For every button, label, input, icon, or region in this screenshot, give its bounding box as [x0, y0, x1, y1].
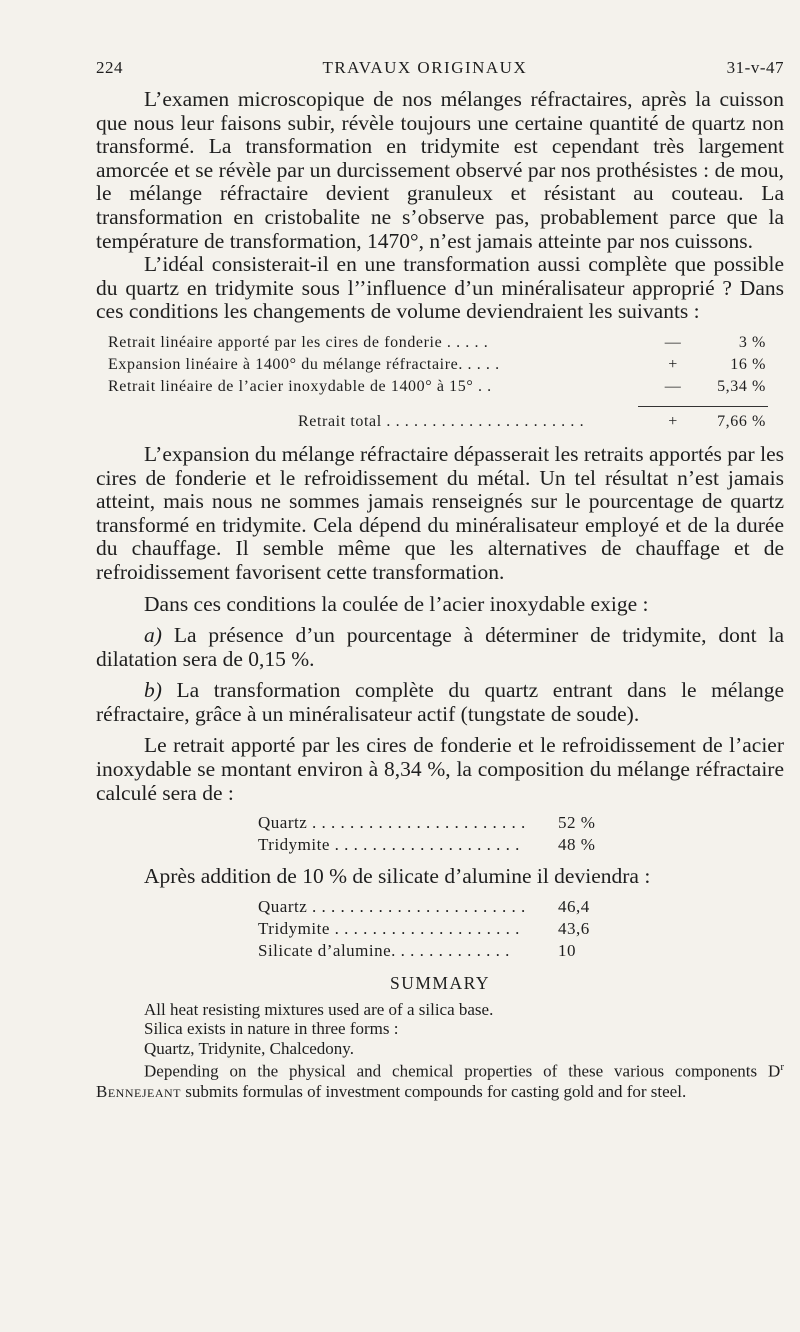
volume-row-label: Retrait linéaire de l’acier inoxydable de 1400° à 15° . .: [108, 377, 492, 395]
volume-changes-table: [108, 334, 766, 435]
sum-rule: [638, 406, 768, 407]
author-name: Bennejeant: [96, 1081, 181, 1101]
volume-row-sign: +: [668, 355, 678, 373]
volume-row-sign: —: [664, 377, 682, 395]
volume-total-value: 7,66 %: [717, 412, 766, 430]
item-label-a: a): [144, 623, 162, 648]
running-header: [96, 58, 784, 78]
composition-table-2: [258, 897, 618, 963]
summary-line-2: Silica exists in nature in three forms :: [144, 1019, 399, 1039]
volume-row: [108, 334, 766, 356]
composition-row: [258, 941, 618, 963]
composition-value: 48 %: [558, 835, 596, 855]
page: [96, 58, 784, 1101]
volume-total-sign: +: [668, 412, 678, 430]
composition-label: Tridymite . . . . . . . . . . . . . . . . . . . .: [258, 835, 520, 855]
composition-row: [258, 897, 618, 919]
volume-row-label: Retrait linéaire apporté par les cires de fonderie . . . . .: [108, 333, 489, 351]
header-date: 31-v-47: [726, 58, 784, 77]
item-text-b: La transformation complète du quartz entrant dans le mélange réfractaire, grâce à un minéralisateur actif (tungstate de soude).: [96, 678, 785, 726]
volume-row-value: 16 %: [730, 355, 766, 373]
composition-value: 52 %: [558, 813, 596, 833]
volume-row-value: 3 %: [738, 333, 766, 351]
doctor-abbrev-sup: r: [780, 1061, 784, 1074]
item-text-a: La présence d’un pourcentage à déterminer de tridymite, dont la dilatation sera de 0,15 %.: [96, 623, 784, 671]
summary-section: [96, 973, 784, 1101]
volume-row-label: Expansion linéaire à 1400° du mélange réfractaire. . . . .: [108, 355, 500, 373]
paragraph-7: Le retrait apporté par les cires de fonderie et le refroidissement de l’acier inoxydable se montant environ à 8,34 %, la composition du mélange réfractaire calculé sera de :: [96, 733, 784, 805]
composition-table-1: [258, 813, 618, 857]
composition-label: Quartz . . . . . . . . . . . . . . . . . . . . . . .: [258, 813, 526, 833]
paragraph-4: Dans ces conditions la coulée de l’acier inoxydable exige :: [144, 591, 649, 616]
paragraph-8: Après addition de 10 % de silicate d’alumine il deviendra :: [144, 864, 651, 889]
volume-row: [108, 378, 766, 400]
composition-row: [258, 919, 618, 941]
item-label-b: b): [144, 678, 162, 703]
summary-line-1: All heat resisting mixtures used are of a silica base.: [144, 999, 494, 1019]
composition-label: Tridymite . . . . . . . . . . . . . . . . . . . .: [258, 918, 520, 938]
paragraph-6: [96, 679, 784, 726]
composition-row: [258, 835, 618, 857]
summary-title: SUMMARY: [390, 972, 490, 993]
paragraph-5: [96, 624, 784, 671]
paragraph-1: L’examen microscopique de nos mélanges réfractaires, après la cuisson que nous leur faisons subir, révèle toujours une certaine quantité de quartz non transformé. La transformation en tridymite est cependant très largement amorcée et se révèle par un durcissement observé par nos prothésistes : de mou, le mélange réfractaire devient granuleux et résistant au couteau. La transformation en cristobalite ne s’observe pas, probablement parce que la température de transformation, 1470°, n’est jamais atteinte par nos cuissons.: [96, 87, 784, 253]
summary-line-4-end: submits formulas of investment compounds for casting gold and for steel.: [185, 1081, 687, 1101]
paragraph-3: L’expansion du mélange réfractaire dépasserait les retraits apportés par les cires de fonderie et le refroidissement du métal. Un tel résultat n’est jamais atteint, mais nous ne sommes jamais renseignés sur le pourcentage de quartz transformé en tridymite. Cela dépend du minéralisateur employé et de la durée du chauffage. Il semble même que les alternatives de chauffage et de refroidissement favorisent cette transformation.: [96, 441, 784, 584]
volume-row-sign: —: [664, 333, 682, 351]
volume-row-value: 5,34 %: [717, 377, 766, 395]
composition-value: 43,6: [558, 918, 590, 938]
volume-row: [108, 356, 766, 378]
summary-line-3: Quartz, Tridynite, Chalcedony.: [144, 1038, 354, 1058]
volume-total-label: Retrait total . . . . . . . . . . . . . . . . . . . . . .: [298, 412, 585, 430]
summary-line-4-start: Depending on the physical and chemical properties of these various components D: [144, 1062, 781, 1081]
paragraph-2: L’idéal consisterait-il en une transformation aussi complète que possible du quartz en tridymite sous l’’influence d’un minéralisateur approprié ? Dans ces conditions les changements de volume deviendraient les suivants :: [96, 252, 784, 324]
composition-label: Silicate d’alumine. . . . . . . . . . . . .: [258, 940, 510, 960]
summary-line-4: [96, 1058, 784, 1101]
page-number: 224: [96, 58, 123, 77]
composition-row: [258, 813, 618, 835]
composition-value: 10: [558, 940, 576, 960]
volume-total-row: [108, 413, 766, 435]
composition-value: 46,4: [558, 896, 590, 916]
composition-label: Quartz . . . . . . . . . . . . . . . . . . . . . . .: [258, 896, 526, 916]
running-title: TRAVAUX ORIGINAUX: [322, 58, 528, 77]
